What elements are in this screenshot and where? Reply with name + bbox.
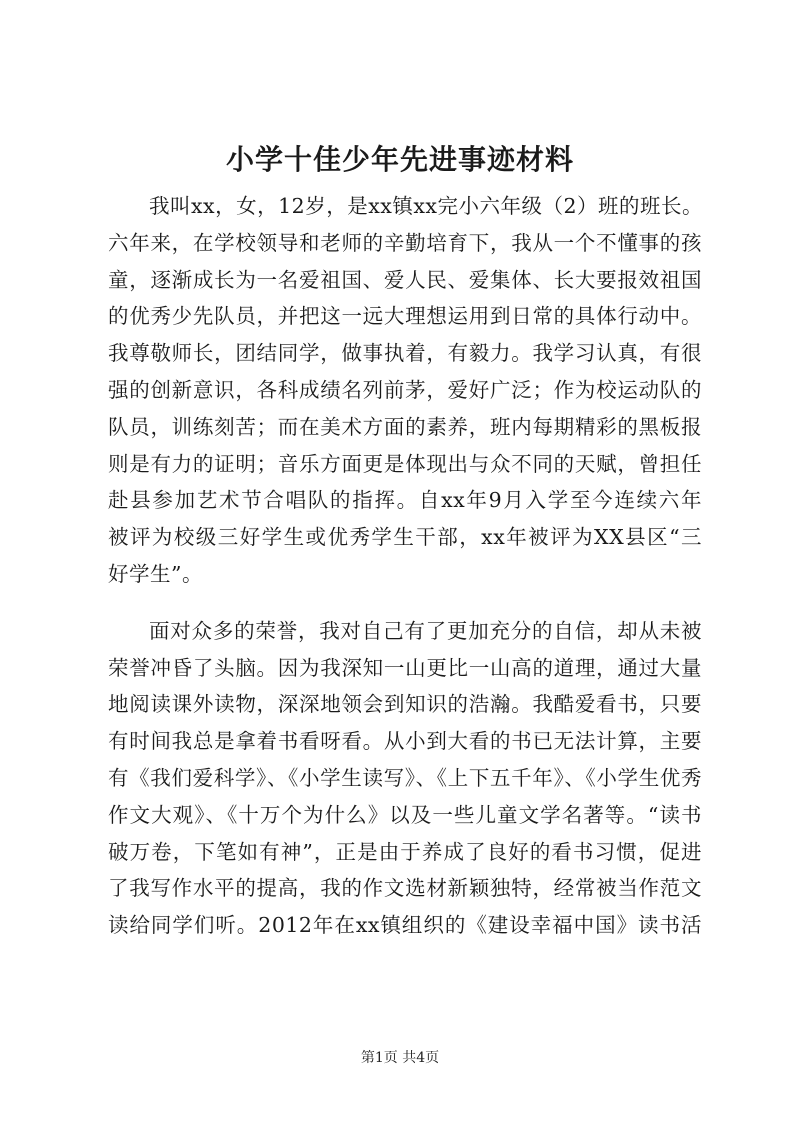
text-line: 地阅读课外读物，深深地领会到知识的浩瀚。我酷爱看书，只要 <box>108 692 702 717</box>
text-line: 有《我们爱科学》、《小学生读写》、《上下五千年》、《小学生优秀 <box>108 765 702 790</box>
text-line: 我叫xx，女，12岁，是xx镇xx完小六年级（2）班的班长。 <box>149 194 703 218</box>
text-line: 读给同学们听。2012年在xx镇组织的《建设幸福中国》读书活 <box>108 913 702 938</box>
text-line: 有时间我总是拿着书看呀看。从小到大看的书已无法计算，主要 <box>108 729 702 754</box>
text-line: 被评为校级三好学生或优秀学生干部，xx年被评为XX县区“三 <box>108 525 702 550</box>
text-line: 队员，训练刻苦；而在美术方面的素养，班内每期精彩的黑板报 <box>108 414 702 439</box>
text-line: 强的创新意识，各科成绩名列前茅，爱好广泛；作为校运动队的 <box>108 377 702 402</box>
text-line: 则是有力的证明；音乐方面更是体现出与众不同的天赋，曾担任 <box>108 451 702 476</box>
text-line: 六年来，在学校领导和老师的辛勤培育下，我从一个不懂事的孩 <box>108 230 702 255</box>
text-line: 了我写作水平的提高，我的作文选材新颖独特，经常被当作范文 <box>108 876 702 901</box>
paragraph-gap <box>108 593 702 613</box>
text-line: 荣誉冲昏了头脑。因为我深知一山更比一山高的道理，通过大量 <box>108 655 702 680</box>
paragraph-1 <box>108 188 702 593</box>
text-line: 作文大观》、《十万个为什么》以及一些儿童文学名著等。“读书 <box>108 802 702 827</box>
text-line: 好学生”。 <box>108 561 203 586</box>
text-line: 破万卷，下笔如有神”，正是由于养成了良好的看书习惯，促进 <box>108 839 702 864</box>
document-title: 小学十佳少年先进事迹材料 <box>225 143 574 176</box>
text-line: 赴县参加艺术节合唱队的指挥。自xx年9月入学至今连续六年 <box>108 488 702 513</box>
page-footer <box>0 1047 800 1067</box>
paragraph-2 <box>108 613 702 944</box>
text-line: 的优秀少先队员，并把这一远大理想运用到日常的具体行动中。 <box>108 304 702 329</box>
page-number-label: 第1页 共4页 <box>360 1050 440 1066</box>
text-line: 童，逐渐成长为一名爱祖国、爱人民、爱集体、长大要报效祖国 <box>108 267 702 292</box>
document-body <box>108 188 702 944</box>
text-line: 我尊敬师长，团结同学，做事执着，有毅力。我学习认真，有很 <box>108 341 702 366</box>
text-line: 面对众多的荣誉，我对自己有了更加充分的自信，却从未被 <box>149 618 702 643</box>
